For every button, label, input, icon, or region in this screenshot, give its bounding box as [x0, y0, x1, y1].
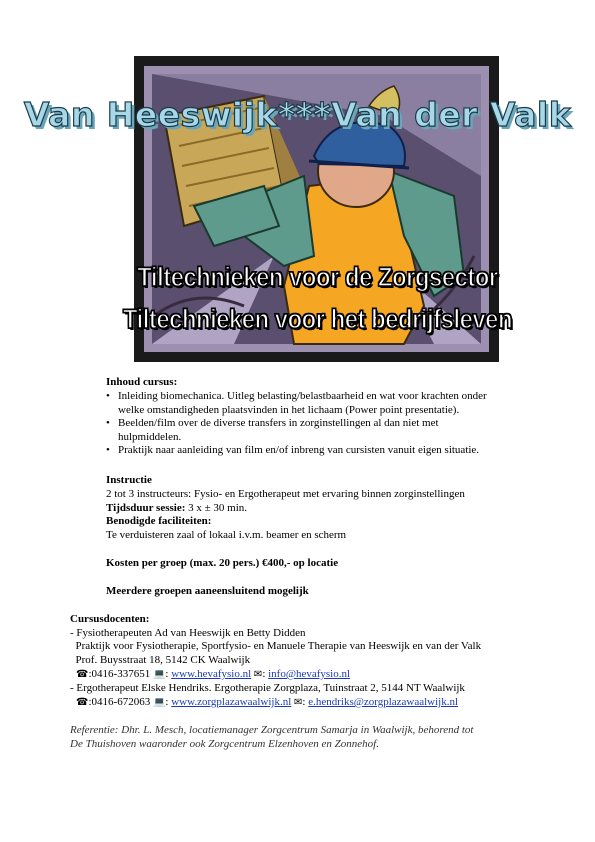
phone-icon: ☎ — [76, 697, 89, 708]
costs-text: Kosten per groep (max. 20 pers.) €400,- op locatie — [106, 557, 339, 569]
list-item — [106, 417, 526, 444]
teachers-line-2: Praktijk voor Fysiotherapie, Sportfysio- en Manuele Therapie van Heeswijk en van der Valk — [70, 640, 482, 652]
subtitle-bedrijfsleven: Tiltechnieken voor het bedrijfsleven — [122, 304, 513, 334]
email-link[interactable]: info@hevafysio.nl — [268, 668, 351, 680]
bullet-line: Praktijk naar aanleiding van film en/of inbreng van cursisten vanuit eigen situatie. — [118, 444, 480, 456]
teachers-line-1: - Fysiotherapeuten Ad van Heeswijk en Betty Didden — [70, 627, 306, 639]
duration-value: 3 x ± 30 min. — [185, 502, 248, 514]
teachers-line-4: - Ergotherapeut Elske Hendriks. Ergotherapie Zorgplaza, Tuinstraat 2, 5144 NT Waalwijk — [70, 682, 465, 694]
facilities-heading: Benodigde faciliteiten: — [106, 515, 212, 527]
contact-line-2: ☎:0416-672063 💻: www.zorgplazawaalwijk.nl ✉: e.hendriks@zorgplazawaalwijk.nl — [76, 696, 459, 708]
duration-line — [106, 502, 247, 516]
reference-line-1: Referentie: Dhr. L. Mesch, locatiemanager Zorgcentrum Samarja in Waalwijk, behorend tot — [70, 724, 474, 736]
envelope-icon: ✉ — [253, 669, 263, 680]
bullet-line: Beelden/film over de diverse transfers in zorginstellingen al dan niet met — [118, 417, 439, 429]
list-item — [106, 444, 526, 458]
phone-icon: ☎ — [76, 669, 89, 680]
page-title: Van Heeswijk***Van der Valk — [23, 95, 572, 134]
envelope-icon: ✉ — [294, 697, 303, 708]
bullet-line: Inleiding biomechanica. Uitleg belasting/belastbaarheid en wat voor krachten onder — [118, 390, 487, 402]
bullet-line: welke omstandigheden plaatsvinden in het lichaam (Power point presentatie). — [118, 403, 460, 416]
course-heading: Inhoud cursus: — [106, 376, 178, 388]
facilities-text: Te verduisteren zaal of lokaal i.v.m. beamer en scherm — [106, 529, 347, 541]
list-item — [106, 390, 526, 417]
reference-line-2: De Thuishoven waaronder ook Zorgcentrum Elzenhoven en Zonnehof. — [70, 738, 379, 750]
computer-icon: 💻 — [152, 669, 166, 680]
email-link[interactable]: e.hendriks@zorgplazawaalwijk.nl — [308, 696, 459, 708]
course-bullets — [106, 390, 526, 458]
instruction-text: 2 tot 3 instructeurs: Fysio- en Ergotherapeut met ervaring binnen zorginstellingen — [106, 488, 465, 500]
website-link[interactable]: www.hevafysio.nl — [171, 668, 252, 680]
computer-icon: 💻 — [152, 697, 166, 708]
teachers-heading: Cursusdocenten: — [70, 613, 150, 625]
instruction-heading: Instructie — [106, 474, 152, 486]
website-link[interactable]: www.zorgplazawaalwijk.nl — [171, 696, 292, 708]
teachers-line-3: Prof. Buysstraat 18, 5142 CK Waalwijk — [70, 654, 251, 666]
bullet-line: hulpmiddelen. — [118, 430, 182, 443]
groups-text: Meerdere groepen aaneensluitend mogelijk — [106, 585, 309, 597]
subtitle-zorgsector: Tiltechnieken voor de Zorgsector — [137, 262, 498, 292]
contact-line-1: ☎:0416-337651 💻: www.hevafysio.nl ✉: info@hevafysio.nl — [76, 668, 351, 680]
phone-number: :0416-672063 — [88, 696, 151, 708]
phone-number: :0416-337651 — [88, 668, 151, 680]
duration-label: Tijdsduur sessie: — [106, 502, 186, 514]
